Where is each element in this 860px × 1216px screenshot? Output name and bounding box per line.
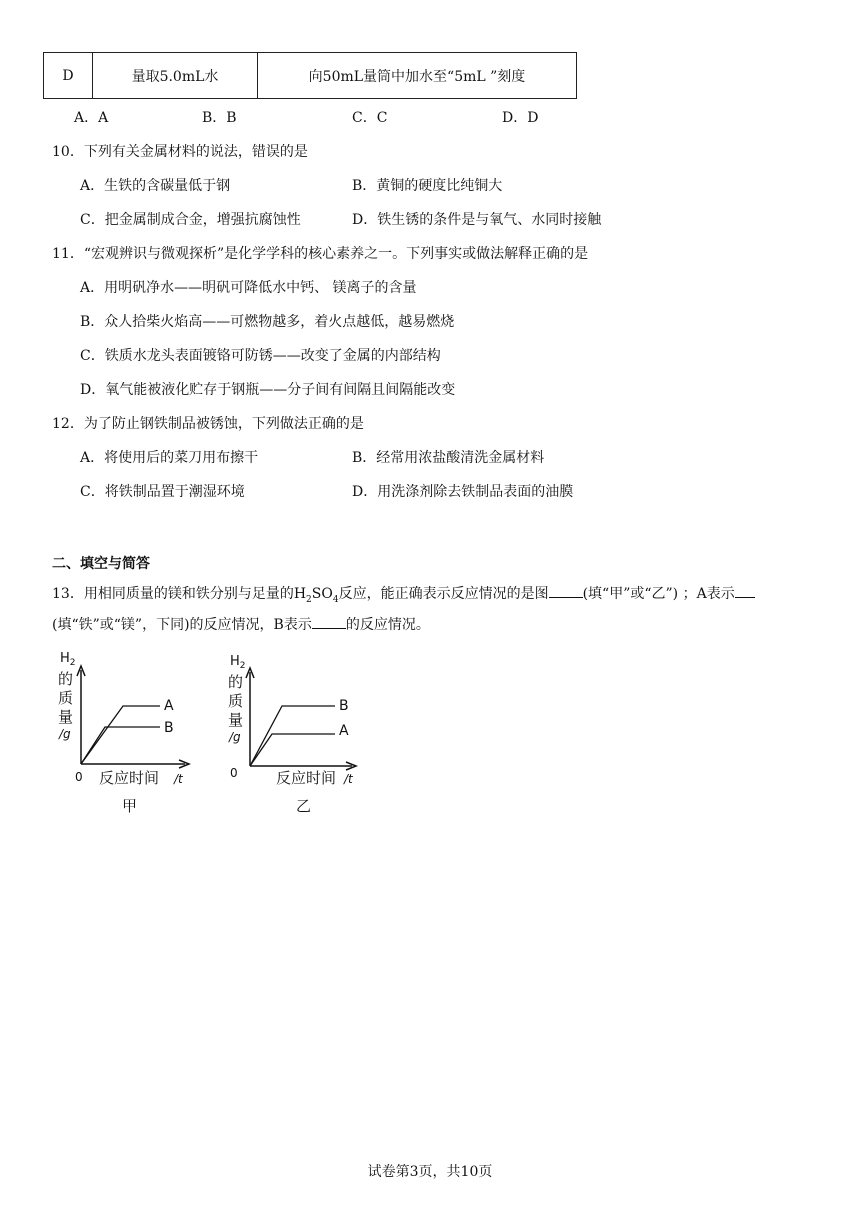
answer-blank-a[interactable] [735, 583, 755, 598]
curve-a [81, 706, 160, 764]
graph-xlabel-unit: /t [344, 772, 353, 786]
table-row [44, 53, 577, 99]
q13-text: 的反应情况。 [345, 617, 430, 633]
table-cell-operation: 量取5.0mL水 [93, 53, 258, 99]
q9-option-a[interactable]: A．A [74, 110, 109, 126]
table-cell-label: D [44, 53, 93, 99]
q9-option-b[interactable]: B．B [202, 110, 237, 126]
q13-text: (填“甲”或“乙”) ；A表示 [582, 586, 735, 602]
graph-origin: 0 [230, 766, 238, 780]
q12-option-c[interactable]: C．将铁制品置于潮湿环境 [80, 484, 245, 500]
q13-text: SO [311, 586, 333, 602]
q10-option-d[interactable]: D．铁生锈的条件是与氧气、水同时接触 [352, 212, 602, 228]
graph-ylabel-unit: /g [59, 727, 71, 741]
answer-blank-figure[interactable] [549, 583, 583, 598]
graph-ylabel: 质 [58, 689, 74, 707]
graph-ylabel-unit: /g [229, 730, 241, 744]
graph-caption: 乙 [296, 797, 312, 815]
graph-ylabel: 的 [58, 670, 74, 688]
section-title: 二、填空与简答 [52, 556, 150, 572]
q10-option-a[interactable]: A．生铁的含碳量低于钢 [80, 178, 231, 194]
graph-yi [222, 646, 362, 816]
q13-subscript-4: 4 [332, 594, 339, 605]
q13-text: 反应，能正确表示反应情况的是图 [338, 586, 549, 602]
q12-option-d[interactable]: D．用洗涤剂除去铁制品表面的油膜 [352, 484, 574, 500]
q10-stem: 10．下列有关金属材料的说法，错误的是 [52, 144, 308, 160]
q11-option-a[interactable]: A．用明矾净水——明矾可降低水中钙、 镁离子的含量 [80, 280, 417, 296]
graph-ylabel: 的 [228, 673, 244, 691]
q13-subscript-2: 2 [306, 594, 312, 605]
graph-xlabel: 反应时间 [276, 769, 337, 787]
page-footer: 试卷第3页，共10页 [367, 1164, 493, 1180]
curve-label-bottom: B [164, 720, 174, 736]
graph-ylabel: 量 [228, 711, 244, 729]
q9-option-c[interactable]: C．C [352, 110, 388, 126]
q13-line2 [52, 614, 430, 634]
q11-option-c[interactable]: C．铁质水龙头表面镀铬可防锈——改变了金属的内部结构 [80, 348, 441, 364]
table-cell-method: 向50mL量筒中加水至“5mL ”刻度 [258, 53, 577, 99]
q11-stem: 11．“宏观辨识与微观探析”是化学学科的核心素养之一。下列事实或做法解释正确的是 [52, 246, 589, 262]
graph-origin: 0 [75, 770, 83, 784]
curve-b [81, 727, 160, 764]
graph-xlabel: 反应时间 [99, 769, 160, 787]
curve-label-top: B [339, 698, 349, 714]
graph-ylabel: 量 [58, 708, 74, 726]
graph-xlabel-unit: /t [174, 772, 183, 786]
graph-ylabel: 质 [228, 692, 244, 710]
graph-ylabel: $H_2$ [230, 654, 246, 671]
q12-option-a[interactable]: A．将使用后的菜刀用布擦干 [80, 450, 259, 466]
q10-option-b[interactable]: B．黄铜的硬度比纯铜大 [352, 178, 503, 194]
options-table [43, 52, 577, 99]
graph-jia [55, 646, 195, 816]
curve-b [250, 706, 335, 766]
q12-option-b[interactable]: B．经常用浓盐酸清洗金属材料 [352, 450, 545, 466]
q10-option-c[interactable]: C．把金属制成合金，增强抗腐蚀性 [80, 212, 301, 228]
q13-text: (填“铁”或“镁”，下同)的反应情况，B表示 [52, 617, 312, 633]
q11-option-d[interactable]: D．氧气能被液化贮存于钢瓶——分子间有间隔且间隔能改变 [80, 382, 456, 398]
curve-label-top: A [164, 698, 174, 714]
q12-stem: 12．为了防止钢铁制品被锈蚀，下列做法正确的是 [52, 416, 364, 432]
q11-option-b[interactable]: B．众人拾柴火焰高——可燃物越多，着火点越低，越易燃烧 [80, 314, 455, 330]
answer-blank-b[interactable] [312, 614, 346, 629]
curve-label-bottom: A [339, 723, 349, 739]
q13-line1 [52, 583, 755, 605]
q9-option-d[interactable]: D．D [502, 110, 539, 126]
graph-caption: 甲 [122, 797, 138, 815]
curve-a [250, 734, 335, 766]
q13-text: 13．用相同质量的镁和铁分别与足量的H [52, 586, 307, 602]
graph-ylabel: $H_2$ [60, 651, 76, 668]
